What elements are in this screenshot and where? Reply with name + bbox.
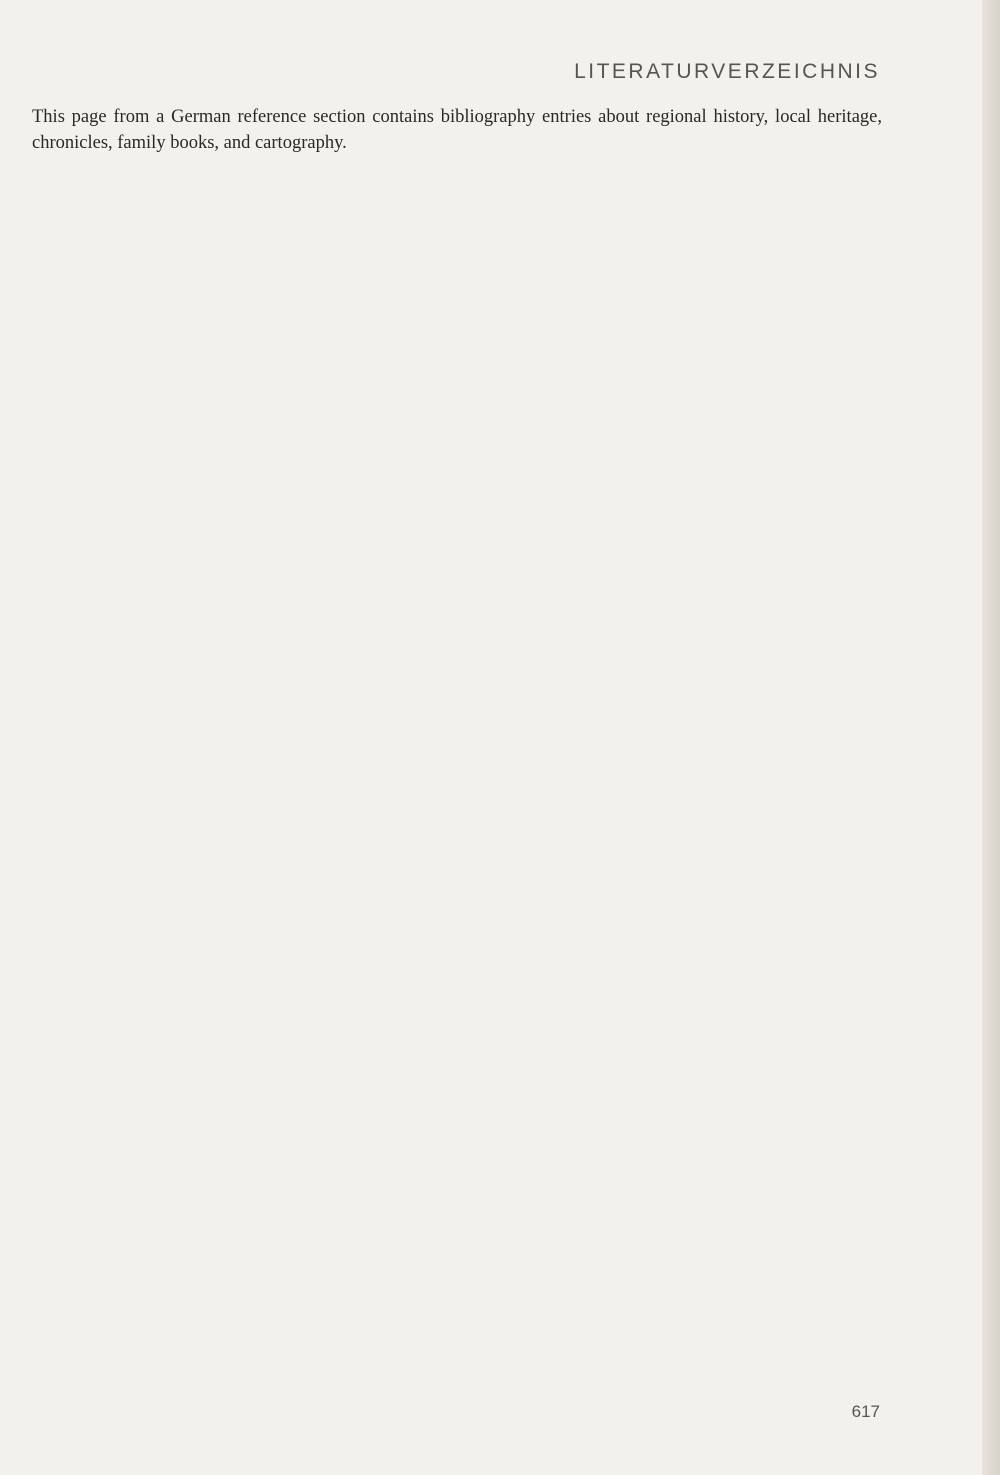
summary: This page from a German reference section contains bibliography entries about regional history, local heritage, chronicles, family books, and cartography. (32, 107, 882, 153)
running-head: LITERATURVERZEICHNIS (574, 60, 880, 83)
bibliography-list (32, 104, 882, 164)
page-number: 617 (851, 1402, 880, 1421)
page-edge (982, 0, 1000, 1475)
